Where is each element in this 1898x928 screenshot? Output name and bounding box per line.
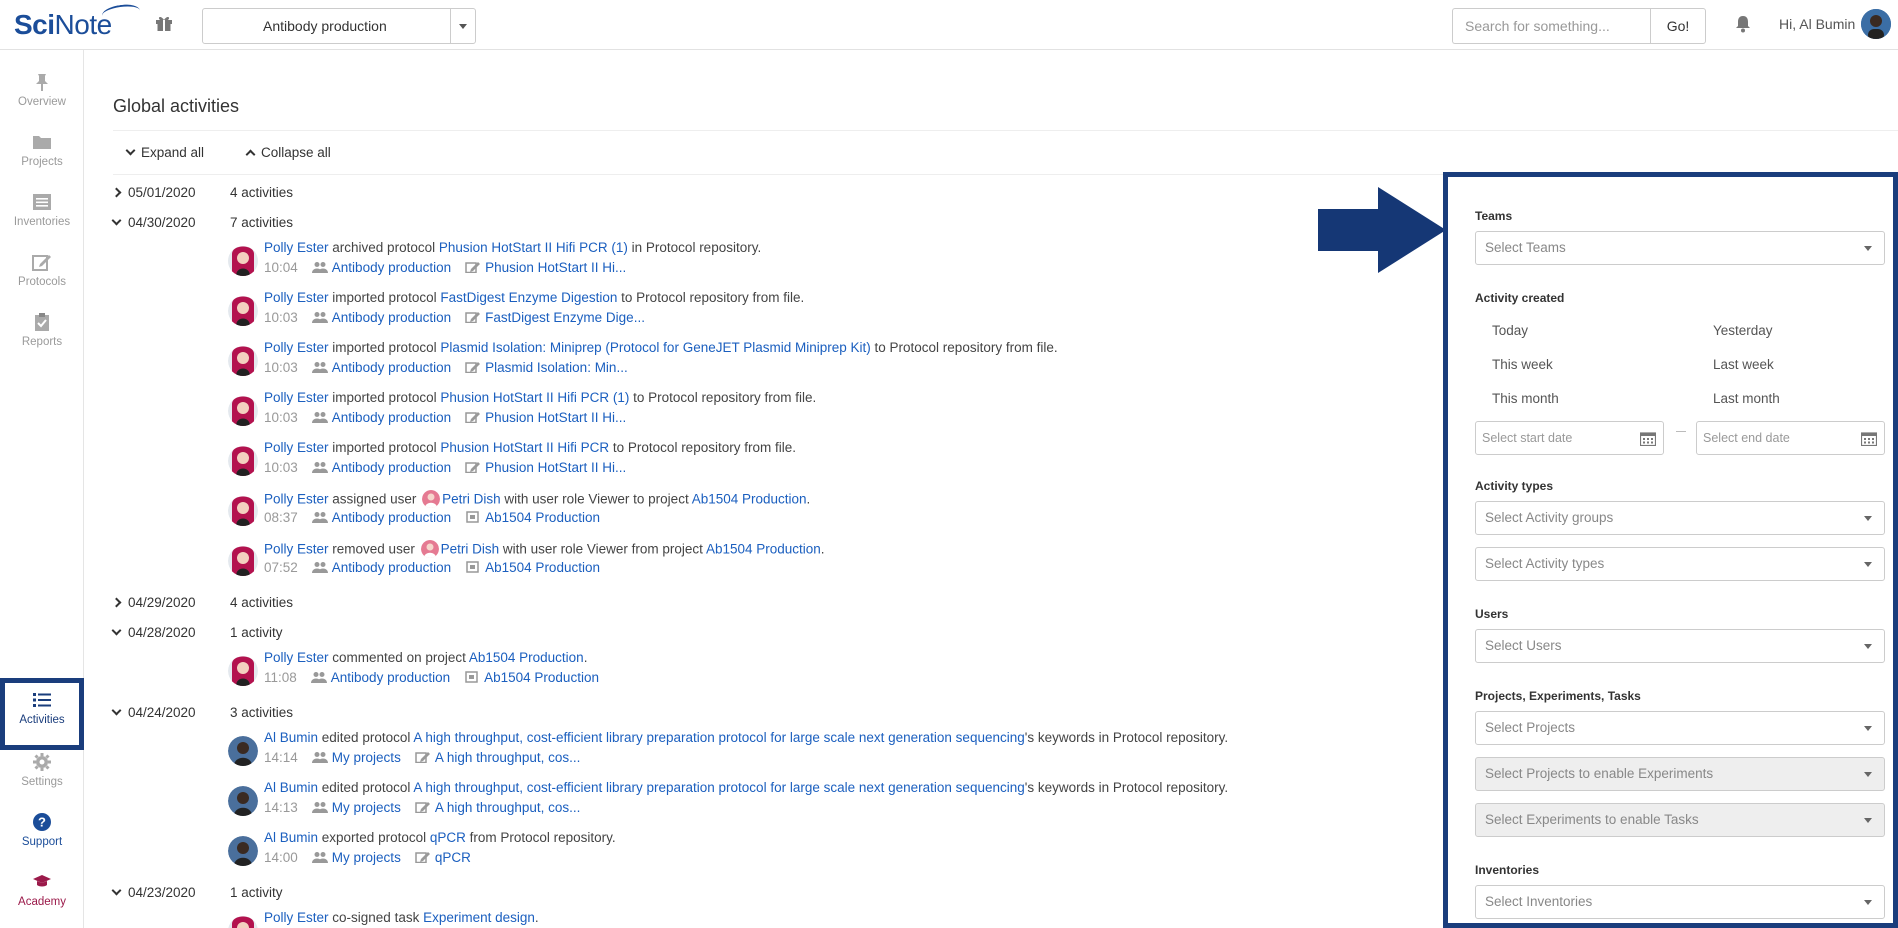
activity-target-user-link[interactable]: Petri Dish xyxy=(442,491,501,507)
team-selector-toggle[interactable] xyxy=(450,9,475,43)
date-group-count: 7 activities xyxy=(230,215,294,230)
chevron-down-icon xyxy=(1864,562,1872,567)
activity-team-link[interactable]: Antibody production xyxy=(331,260,452,275)
avatar xyxy=(228,736,258,766)
teams-select-placeholder: Select Teams xyxy=(1485,240,1566,255)
activity-target-link[interactable]: Experiment design xyxy=(423,910,535,925)
activity-rest-text: to Protocol repository from file. xyxy=(617,290,805,305)
logo-bold-text: Sci xyxy=(14,9,55,40)
activity-rest-text: in Protocol repository. xyxy=(627,240,762,255)
activity-target-link[interactable]: A high throughput, cost-efficient library preparation protocol for large scale next generation sequencing xyxy=(413,730,1025,745)
activity-action-text: with user role Viewer from project xyxy=(499,541,706,557)
graduation-cap-icon xyxy=(32,872,52,892)
activity-rest-text: to Protocol repository from file. xyxy=(609,440,796,455)
experiments-select xyxy=(1475,757,1885,791)
activity-object-link[interactable]: Phusion HotStart II Hi... xyxy=(485,410,627,425)
activity-rest-text: to Protocol repository from file. xyxy=(629,390,817,405)
page-title: Global activities xyxy=(113,96,240,116)
activity-user-link[interactable]: Polly Ester xyxy=(264,340,329,355)
calendar-icon xyxy=(1861,431,1877,446)
users-icon xyxy=(312,411,328,423)
activity-time: 08:37 xyxy=(264,510,298,525)
inventories-select[interactable] xyxy=(1475,885,1885,919)
chevron-down-icon xyxy=(1864,772,1872,777)
projects-experiments-tasks-label: Projects, Experiments, Tasks xyxy=(1475,689,1641,703)
activity-action-text: imported protocol xyxy=(328,390,441,405)
question-icon xyxy=(32,812,52,832)
activity-team-link[interactable]: My projects xyxy=(331,750,401,765)
edit-icon xyxy=(32,252,52,272)
avatar xyxy=(228,296,258,326)
edit-icon xyxy=(415,851,431,863)
list-box-icon xyxy=(32,192,52,212)
activity-user-link[interactable]: Polly Ester xyxy=(264,541,329,557)
avatar xyxy=(228,656,258,686)
clipboard-icon xyxy=(32,312,52,332)
date-group-date: 04/30/2020 xyxy=(128,215,196,230)
project-icon xyxy=(465,511,481,523)
calendar-icon xyxy=(1640,431,1656,446)
avatar xyxy=(228,246,258,276)
chevron-down-icon xyxy=(1864,246,1872,251)
tasks-placeholder: Select Experiments to enable Tasks xyxy=(1485,812,1699,827)
edit-icon xyxy=(415,801,431,813)
avatar xyxy=(228,446,258,476)
filter-this-month[interactable]: This month xyxy=(1492,391,1559,406)
avatar xyxy=(421,540,439,558)
sidebar-item-label: Reports xyxy=(21,336,63,348)
activity-types-select[interactable] xyxy=(1475,547,1885,581)
activity-target-user-link[interactable]: Petri Dish xyxy=(440,541,500,557)
activity-user-link[interactable]: Polly Ester xyxy=(264,240,329,255)
avatar xyxy=(228,546,258,576)
activity-rest-text: from Protocol repository. xyxy=(465,830,616,845)
divider xyxy=(113,130,1898,131)
avatar xyxy=(228,836,258,866)
filter-yesterday[interactable]: Yesterday xyxy=(1713,323,1773,338)
gift-icon[interactable] xyxy=(155,14,173,32)
activity-filter-panel xyxy=(1443,172,1898,928)
projects-select[interactable] xyxy=(1475,711,1885,745)
avatar xyxy=(228,916,258,928)
users-icon xyxy=(312,801,328,813)
sidebar-item-label: Overview xyxy=(18,96,66,108)
bell-icon[interactable] xyxy=(1735,15,1751,33)
activity-team-link[interactable]: Antibody production xyxy=(331,410,452,425)
user-greeting[interactable]: Hi, Al Bumin xyxy=(1779,16,1856,32)
activity-user-link[interactable]: Polly Ester xyxy=(264,290,329,305)
date-group-count: 4 activities xyxy=(230,595,294,610)
date-group-count: 1 activity xyxy=(230,625,283,640)
sidebar-item-settings[interactable] xyxy=(0,752,84,810)
filter-today[interactable]: Today xyxy=(1492,323,1529,338)
chevron-down-icon xyxy=(1864,900,1872,905)
logo-light-text: Note xyxy=(54,9,112,40)
activity-action-text: removed user xyxy=(328,541,419,557)
users-icon xyxy=(311,671,327,683)
avatar xyxy=(228,396,258,426)
teams-label: Teams xyxy=(1475,209,1513,223)
team-selector-value: Antibody production xyxy=(263,18,387,34)
sidebar-item-label: Projects xyxy=(21,156,63,168)
users-icon xyxy=(312,751,328,763)
activity-user-link[interactable]: Al Bumin xyxy=(264,730,319,745)
filter-last-month[interactable]: Last month xyxy=(1713,391,1780,406)
activity-time: 07:52 xyxy=(264,560,298,575)
activity-action-text: assigned user xyxy=(328,491,421,507)
users-icon xyxy=(312,311,328,323)
users-icon xyxy=(312,511,328,523)
sidebar-item-label: Settings xyxy=(21,776,63,788)
activity-user-link[interactable]: Al Bumin xyxy=(264,780,319,795)
activity-team-link[interactable]: Antibody production xyxy=(331,510,452,525)
end-date-input[interactable] xyxy=(1696,421,1885,455)
sidebar-item-label: Activities xyxy=(19,714,65,726)
activity-user-link[interactable]: Polly Ester xyxy=(264,910,329,925)
svg-text:?: ? xyxy=(38,814,46,830)
user-avatar[interactable] xyxy=(1861,9,1891,39)
expand-all-label: Expand all xyxy=(141,145,205,160)
chevron-down-icon xyxy=(1864,644,1872,649)
activity-target-link[interactable]: Phusion HotStart II Hifi PCR xyxy=(440,440,610,455)
edit-icon xyxy=(465,411,481,423)
activity-object-link[interactable]: Ab1504 Production xyxy=(485,560,600,575)
expand-all-button[interactable] xyxy=(127,145,204,160)
activity-team-link[interactable]: Antibody production xyxy=(331,310,452,325)
sidebar-item-label: Protocols xyxy=(18,276,66,288)
activity-rest-text: . xyxy=(534,910,539,925)
sidebar-item-label: Support xyxy=(21,836,63,848)
date-group-toggle[interactable] xyxy=(113,625,283,645)
chevron-down-icon xyxy=(1864,818,1872,823)
project-icon xyxy=(465,561,481,573)
activity-team-link[interactable]: Antibody production xyxy=(331,560,452,575)
activity-target-link[interactable]: A high throughput, cost-efficient library preparation protocol for large scale next generation sequencing xyxy=(413,780,1025,795)
sidebar-item-label: Academy xyxy=(18,896,66,908)
avatar xyxy=(422,490,440,508)
avatar xyxy=(228,346,258,376)
activity-groups-select[interactable] xyxy=(1475,501,1885,535)
activity-user-link[interactable]: Polly Ester xyxy=(264,491,329,507)
collapse-all-button[interactable] xyxy=(247,145,331,160)
edit-icon xyxy=(465,461,481,473)
activity-created-label: Activity created xyxy=(1475,291,1565,305)
tasks-select xyxy=(1475,803,1885,837)
gear-icon xyxy=(32,752,52,772)
date-range-separator xyxy=(1676,431,1686,432)
team-selector[interactable] xyxy=(202,8,476,44)
activity-user-link[interactable]: Polly Ester xyxy=(264,440,329,455)
end-date-placeholder: Select end date xyxy=(1703,431,1790,445)
filter-last-week[interactable]: Last week xyxy=(1713,357,1774,372)
scinote-logo[interactable] xyxy=(14,9,112,41)
date-group-toggle[interactable] xyxy=(113,595,294,615)
avatar xyxy=(228,786,258,816)
users-icon xyxy=(312,461,328,473)
activity-target-link[interactable]: Plasmid Isolation: Miniprep (Protocol for GeneJET Plasmid Miniprep Kit) xyxy=(440,340,871,355)
left-sidebar xyxy=(0,50,84,928)
users-placeholder: Select Users xyxy=(1485,638,1562,653)
activity-team-link[interactable]: Antibody production xyxy=(331,460,452,475)
project-icon xyxy=(464,671,480,683)
chevron-down-icon xyxy=(1864,726,1872,731)
activity-object-link[interactable]: Ab1504 Production xyxy=(484,670,599,685)
folder-icon xyxy=(32,132,52,152)
activity-object-link[interactable]: A high throughput, cos... xyxy=(434,750,581,765)
activity-time: 10:03 xyxy=(264,410,298,425)
users-select[interactable] xyxy=(1475,629,1885,663)
edit-icon xyxy=(465,261,481,273)
activity-action-text: with user role Viewer to project xyxy=(500,491,692,507)
date-group-date: 04/28/2020 xyxy=(128,625,196,640)
chevron-right-icon xyxy=(112,188,122,198)
activity-target-link[interactable]: Phusion HotStart II Hifi PCR (1) xyxy=(440,390,630,405)
date-group-toggle[interactable] xyxy=(113,185,294,205)
date-group-date: 04/29/2020 xyxy=(128,595,196,610)
users-label: Users xyxy=(1475,607,1509,621)
avatar xyxy=(228,496,258,526)
users-icon xyxy=(312,361,328,373)
activity-target-link[interactable]: Phusion HotStart II Hifi PCR (1) xyxy=(438,240,628,255)
start-date-placeholder: Select start date xyxy=(1482,431,1573,445)
activity-action-text: imported protocol xyxy=(328,340,441,355)
edit-icon xyxy=(465,361,481,373)
activity-user-link[interactable]: Polly Ester xyxy=(264,390,329,405)
date-group-date: 05/01/2020 xyxy=(128,185,196,200)
sidebar-item-activities[interactable] xyxy=(0,678,84,750)
annotation-arrow xyxy=(1318,187,1446,273)
date-group-count: 1 activity xyxy=(230,885,283,900)
chevron-down-icon xyxy=(112,886,122,896)
date-group-toggle[interactable] xyxy=(113,885,283,905)
activity-team-link[interactable]: Antibody production xyxy=(330,670,451,685)
top-bar xyxy=(0,0,1898,50)
edit-icon xyxy=(465,311,481,323)
activity-object-link[interactable]: Plasmid Isolation: Min... xyxy=(485,360,628,375)
date-group-date: 04/23/2020 xyxy=(128,885,196,900)
logo-swoosh xyxy=(101,2,141,23)
activity-rest-text: 's keywords in Protocol repository. xyxy=(1024,780,1229,795)
activity-target-link[interactable]: FastDigest Enzyme Digestion xyxy=(440,290,618,305)
activity-user-link[interactable]: Polly Ester xyxy=(264,650,329,665)
activity-user-link[interactable]: Al Bumin xyxy=(264,830,319,845)
users-icon xyxy=(312,561,328,573)
activity-time: 10:03 xyxy=(264,360,298,375)
sidebar-item-projects[interactable] xyxy=(0,132,84,190)
activity-time: 14:13 xyxy=(264,800,298,815)
activity-time: 10:03 xyxy=(264,460,298,475)
sidebar-item-support[interactable] xyxy=(0,812,84,870)
inventories-placeholder: Select Inventories xyxy=(1485,894,1593,909)
users-icon xyxy=(312,261,328,273)
chevron-down-icon xyxy=(126,146,136,156)
filter-this-week[interactable]: This week xyxy=(1492,357,1553,372)
activity-team-link[interactable]: My projects xyxy=(331,850,401,865)
experiments-placeholder: Select Projects to enable Experiments xyxy=(1485,766,1714,781)
divider xyxy=(113,174,1513,175)
activity-rest-text: . xyxy=(583,650,588,665)
activity-time: 10:03 xyxy=(264,310,298,325)
activity-groups-placeholder: Select Activity groups xyxy=(1485,510,1614,525)
activity-object-link[interactable]: qPCR xyxy=(434,850,471,865)
activity-types-placeholder: Select Activity types xyxy=(1485,556,1605,571)
chevron-up-icon xyxy=(246,150,256,160)
activity-action-text: archived protocol xyxy=(328,240,439,255)
activity-action-text: imported protocol xyxy=(328,290,441,305)
activity-object-link[interactable]: A high throughput, cos... xyxy=(434,800,581,815)
list-icon xyxy=(32,690,52,710)
chevron-down-icon xyxy=(1864,516,1872,521)
activity-rest-text: 's keywords in Protocol repository. xyxy=(1024,730,1229,745)
activity-time: 14:00 xyxy=(264,850,298,865)
activity-action-text: imported protocol xyxy=(328,440,441,455)
chevron-down-icon xyxy=(459,24,467,29)
sidebar-item-overview[interactable] xyxy=(0,72,84,130)
date-group-count: 3 activities xyxy=(230,705,294,720)
activity-time: 11:08 xyxy=(264,670,297,685)
activity-action-text: edited protocol xyxy=(318,780,414,795)
teams-select[interactable] xyxy=(1475,231,1885,265)
date-group-count: 4 activities xyxy=(230,185,294,200)
activity-types-label: Activity types xyxy=(1475,479,1554,493)
activity-object-link[interactable]: FastDigest Enzyme Dige... xyxy=(485,310,645,325)
activity-target-link[interactable]: Ab1504 Production xyxy=(468,650,584,665)
sidebar-item-reports[interactable] xyxy=(0,312,84,370)
collapse-all-label: Collapse all xyxy=(261,145,331,160)
sidebar-item-academy[interactable] xyxy=(0,872,84,928)
activity-object-link[interactable]: Phusion HotStart II Hi... xyxy=(485,260,627,275)
chevron-down-icon xyxy=(112,626,122,636)
users-icon xyxy=(312,851,328,863)
activity-object-link[interactable]: Ab1504 Production xyxy=(485,510,600,525)
activity-target-link[interactable]: Ab1504 Production xyxy=(705,541,821,557)
pin-icon xyxy=(32,72,52,92)
chevron-right-icon xyxy=(112,598,122,608)
start-date-input[interactable] xyxy=(1475,421,1664,455)
date-group-date: 04/24/2020 xyxy=(128,705,196,720)
sidebar-item-inventories[interactable] xyxy=(0,192,84,250)
activity-action-text: edited protocol xyxy=(318,730,414,745)
search-input[interactable]: Search for something... xyxy=(1452,8,1650,44)
activity-rest-text: . xyxy=(820,541,825,557)
chevron-down-icon xyxy=(112,706,122,716)
sidebar-item-label: Inventories xyxy=(13,216,71,228)
activity-action-text: co-signed task xyxy=(328,910,424,925)
inventories-label: Inventories xyxy=(1475,863,1540,877)
activity-target-link[interactable]: Ab1504 Production xyxy=(691,491,807,507)
edit-icon xyxy=(415,751,431,763)
activity-time: 10:04 xyxy=(264,260,298,275)
chevron-down-icon xyxy=(112,216,122,226)
activity-action-text: commented on project xyxy=(328,650,469,665)
activity-object-link[interactable]: Phusion HotStart II Hi... xyxy=(485,460,627,475)
search-go-button[interactable]: Go! xyxy=(1650,8,1706,44)
sidebar-item-protocols[interactable] xyxy=(0,252,84,310)
activity-rest-text: to Protocol repository from file. xyxy=(870,340,1058,355)
activity-action-text: exported protocol xyxy=(318,830,430,845)
activity-target-link[interactable]: qPCR xyxy=(429,830,466,845)
date-group-toggle[interactable] xyxy=(113,215,294,235)
activity-team-link[interactable]: My projects xyxy=(331,800,401,815)
activity-time: 14:14 xyxy=(264,750,298,765)
projects-placeholder: Select Projects xyxy=(1485,720,1576,735)
activity-team-link[interactable]: Antibody production xyxy=(331,360,452,375)
date-group-toggle[interactable] xyxy=(113,705,294,725)
activity-rest-text: . xyxy=(806,491,811,507)
